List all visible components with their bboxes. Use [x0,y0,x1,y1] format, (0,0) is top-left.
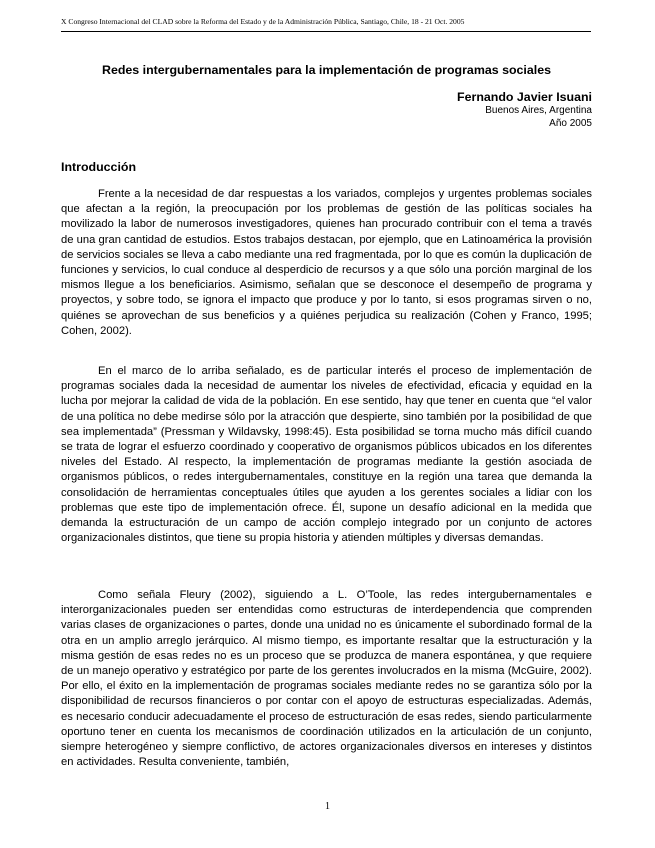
page-number: 1 [325,801,330,812]
paragraph-2: En el marco de lo arriba señalado, es de particular interés el proceso de implementación de programas sociales dada la necesidad de aumentar los niveles de efectividad, eficacia y equidad en la lucha por mejorar la calidad de vida de la población. En ese sentido, hay que tener en cuenta que “el valor de una política no debe medirse sólo por la atracción que despierte, sino también por la posibilidad de que sea implementada” (Pressman y Wildavsky, 1998:45). Esta posibilidad se torna mucho más difícil cuando se trata de lograr el esfuerzo coordinado y cooperativo de organismos públicos ubicados en los diferentes niveles del Estado. Al respecto, la implementación de programas mediante la gestión asociada de organismos públicos, o redes intergubernamentales, constituye en la región una tarea que demanda la consolidación de herramientas conceptuales útiles que ayuden a los gerentes sociales a lidiar con los problemas que este tipo de implementación ofrece. Él, supone un desafío adicional en la medida que demanda la estructuración de un campo de acción complejo integrado por un conjunto de actores organizacionales distintos, que tiene su propia historia y atienden múltiples y diversas demandas. [61,365,592,545]
document-title: Redes intergubernamentales para la implementación de programas sociales [102,63,551,77]
paragraph-3: Como señala Fleury (2002), siguiendo a L. O’Toole, las redes intergubernamentales e interorganizacionales pueden ser entendidas como estructuras de interdependencia que comprenden varias clases de organizaciones o partes, donde una unidad no es únicamente el subordinado formal de la otra en un amplio arreglo jerárquico. Al mismo tiempo, es importante resaltar que la estructuración y la misma gestión de esas redes no es un proceso que se produzca de manera espontánea, y que requiere de un manejo operativo y estratégico por parte de los gerentes involucrados en la misma (McGuire, 2002). Por ello, el éxito en la implementación de programas sociales mediante redes no se garantiza sólo por la disponibilidad de recursos financieros o por contar con el apoyo de estructuras especializadas. Además, es necesario conducir adecuadamente el proceso de estructuración de esas redes, siendo particularmente oportuno tener en cuenta los mecanismos de coordinación utilizados en la articulación de un conjunto, siempre heterogéneo y siempre conflictivo, de actores organizacionales diversos en intereses y distintos en actividades. Resulta conveniente, también, [61,589,592,769]
header-divider [61,31,591,32]
section-heading-introduccion: Introducción [61,160,137,174]
paragraph-1: Frente a la necesidad de dar respuestas a los variados, complejos y urgentes problemas sociales que afectan a la región, la preocupación por los problemas de gestión de las políticas sociales ha movilizado la labor de numerosos investigadores, quienes han procurado contribuir con el tema a través de una gran cantidad de estudios. Estos trabajos destacan, por ejemplo, que en Latinoamérica la provisión de servicios sociales se lleva a cabo mediante una red fragmentada, por lo que es común la duplicación de funciones y servicios, lo cual conduce al desperdicio de recursos y a que sólo una porción marginal de los mismos llegue a los beneficiarios. Asimismo, señalan que se desconoce el desempeño de programa y proyectos, y sobre todo, se ignora el impacto que produce y por lo tanto, si esos programas sirven o no, quiénes se aprovechan de sus beneficios y a quiénes perjudica su realización (Cohen y Franco, 1995; Cohen, 2002). [61,188,592,337]
author-location: Buenos Aires, Argentina [485,105,592,116]
running-header: X Congreso Internacional del CLAD sobre la Reforma del Estado y de la Administración Pública, Santiago, Chile, 18 - 21 Oct. 2005 [61,17,465,26]
publication-year: Año 2005 [549,118,592,129]
author-name: Fernando Javier Isuani [457,90,592,104]
